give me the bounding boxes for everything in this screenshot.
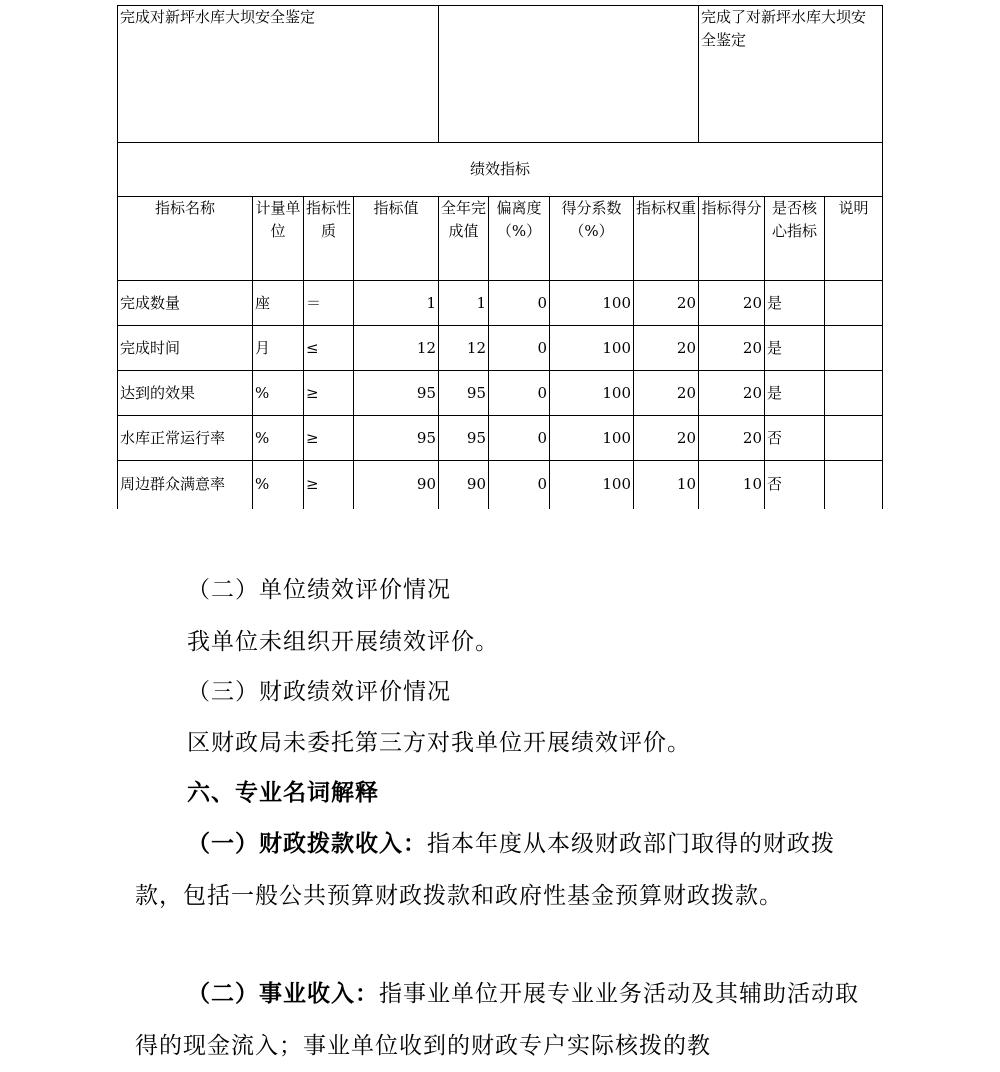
header-cell: 得分系数（%） [550, 197, 634, 281]
nature-cell: ≤ [304, 326, 354, 371]
table-row [118, 461, 883, 509]
actual-cell: 95 [439, 371, 489, 416]
weight-cell: 20 [634, 281, 699, 326]
score-cell: 20 [699, 281, 765, 326]
score-cell: 20 [699, 326, 765, 371]
term-body: 指本年度从本级财政部门取得的财政拨款，包括一般公共预算财政拨款和政府性基金预算财政拨款。 [135, 831, 835, 909]
coef-cell: 100 [550, 326, 634, 371]
indicator-name: 水库正常运行率 [118, 416, 253, 461]
term-label: （一）财政拨款收入： [187, 831, 427, 857]
heading-unit-evaluation: （二）单位绩效评价情况 [187, 577, 451, 603]
coef-cell: 100 [550, 281, 634, 326]
deviation-cell: 0 [489, 371, 550, 416]
deviation-cell: 0 [489, 461, 550, 509]
planned-goal-cell: 完成对新坪水库大坝安全鉴定 [118, 6, 439, 143]
summary-row [118, 6, 883, 143]
header-cell: 说明 [825, 197, 883, 281]
performance-table [117, 5, 883, 509]
note-cell [825, 281, 883, 326]
actual-cell: 95 [439, 416, 489, 461]
score-cell: 10 [699, 461, 765, 509]
unit-cell: % [253, 416, 304, 461]
deviation-cell: 0 [489, 281, 550, 326]
deviation-cell: 0 [489, 326, 550, 371]
actual-cell: 1 [439, 281, 489, 326]
header-cell: 指标名称 [118, 197, 253, 281]
header-cell: 指标权重 [634, 197, 699, 281]
core-cell: 是 [765, 371, 825, 416]
nature-cell: ＝ [304, 281, 354, 326]
deviation-cell: 0 [489, 416, 550, 461]
term-label: （二）事业收入： [187, 981, 379, 1007]
header-cell: 计量单位 [253, 197, 304, 281]
note-cell [825, 326, 883, 371]
target-cell: 95 [354, 416, 439, 461]
term-fiscal-appropriation [135, 818, 880, 922]
term-business-income [135, 968, 880, 1072]
paragraph-finance-evaluation: 区财政局未委托第三方对我单位开展绩效评价。 [187, 730, 691, 756]
target-cell: 1 [354, 281, 439, 326]
unit-cell: 月 [253, 326, 304, 371]
coef-cell: 100 [550, 371, 634, 416]
target-cell: 12 [354, 326, 439, 371]
header-cell: 偏离度（%） [489, 197, 550, 281]
note-cell [825, 416, 883, 461]
weight-cell: 20 [634, 416, 699, 461]
actual-cell: 12 [439, 326, 489, 371]
core-cell: 是 [765, 326, 825, 371]
table-row [118, 326, 883, 371]
header-row [118, 197, 883, 281]
nature-cell: ≥ [304, 416, 354, 461]
score-cell: 20 [699, 371, 765, 416]
unit-cell: % [253, 371, 304, 416]
actual-cell: 90 [439, 461, 489, 509]
section-title-cell: 绩效指标 [118, 143, 883, 197]
paragraph-unit-evaluation: 我单位未组织开展绩效评价。 [187, 629, 499, 655]
core-cell: 否 [765, 461, 825, 509]
blank-cell [439, 6, 699, 143]
weight-cell: 20 [634, 371, 699, 416]
unit-cell: 座 [253, 281, 304, 326]
header-cell: 全年完成值 [439, 197, 489, 281]
note-cell [825, 461, 883, 509]
coef-cell: 100 [550, 416, 634, 461]
header-cell: 指标得分 [699, 197, 765, 281]
weight-cell: 10 [634, 461, 699, 509]
weight-cell: 20 [634, 326, 699, 371]
header-cell: 是否核心指标 [765, 197, 825, 281]
target-cell: 90 [354, 461, 439, 509]
indicator-name: 完成数量 [118, 281, 253, 326]
table-row [118, 371, 883, 416]
section-heading-terms: 六、专业名词解释 [187, 780, 379, 806]
core-cell: 是 [765, 281, 825, 326]
indicator-name: 达到的效果 [118, 371, 253, 416]
coef-cell: 100 [550, 461, 634, 509]
nature-cell: ≥ [304, 371, 354, 416]
nature-cell: ≥ [304, 461, 354, 509]
indicator-name: 完成时间 [118, 326, 253, 371]
heading-finance-evaluation: （三）财政绩效评价情况 [187, 679, 451, 705]
header-cell: 指标值 [354, 197, 439, 281]
term-body: 指事业单位开展专业业务活动及其辅助活动取得的现金流入；事业单位收到的财政专户实际核拨的教 [135, 981, 859, 1059]
header-cell: 指标性质 [304, 197, 354, 281]
unit-cell: % [253, 461, 304, 509]
table-row [118, 281, 883, 326]
table-row [118, 416, 883, 461]
indicator-name: 周边群众满意率 [118, 461, 253, 509]
target-cell: 95 [354, 371, 439, 416]
actual-result-cell: 完成了对新坪水库大坝安全鉴定 [699, 6, 883, 143]
core-cell: 否 [765, 416, 825, 461]
note-cell [825, 371, 883, 416]
score-cell: 20 [699, 416, 765, 461]
